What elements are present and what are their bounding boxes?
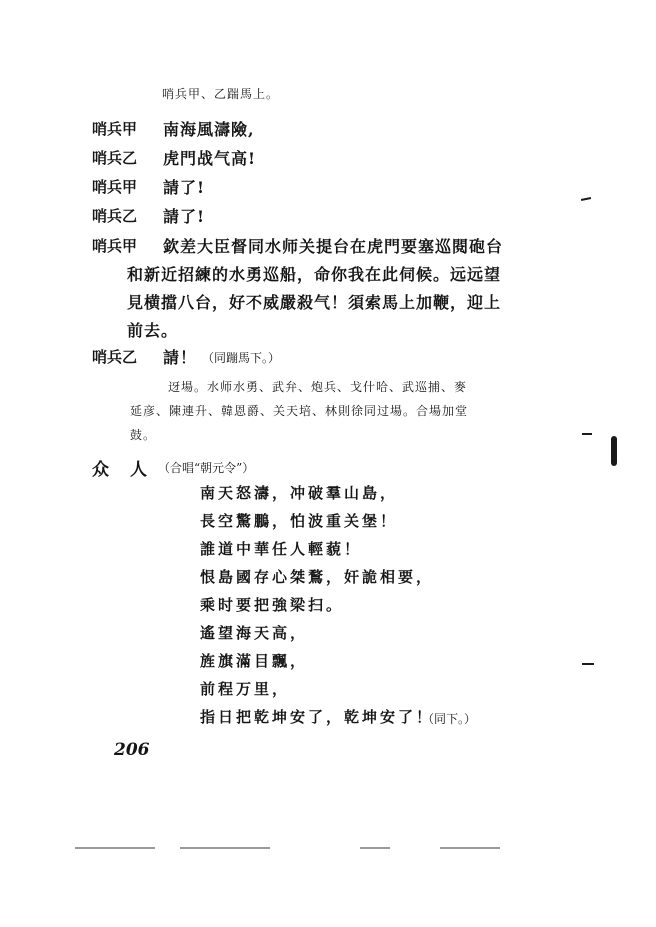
speaker-label: 哨兵乙	[92, 207, 138, 225]
scan-mark	[75, 847, 155, 849]
scan-mark	[582, 663, 594, 665]
scan-mark	[180, 847, 270, 849]
verse-line: 旌旗滿目飄，	[200, 652, 309, 670]
dialogue-line: 請了!	[163, 178, 206, 197]
scan-mark	[611, 436, 617, 466]
tune-direction: （合唱“朝元令”）	[158, 461, 255, 475]
dialogue-line: 南海風濤險,	[163, 120, 255, 139]
verse-line: 遙望海天高，	[200, 624, 309, 642]
speech-line: 欽差大臣督同水师关提台在虎門要塞巡閱砲台	[163, 237, 504, 256]
speech-line: 前去。	[127, 321, 179, 340]
stage-direction-mid: 延彦、陳連升、韓恩爵、关天培、林則徐同过場。合場加堂	[130, 404, 469, 418]
speaker-label: 哨兵甲	[92, 178, 138, 196]
stage-direction-exit: （同下。）	[422, 712, 477, 726]
dialogue-line: 請！	[163, 348, 198, 367]
speech-line: 見横擋八台，好不威嚴殺气！須索馬上加鞭，迎上	[127, 293, 502, 312]
verse-line: 恨島國存心桀鶩，奸詭相要，	[200, 568, 435, 586]
dialogue-line: 虎門战气高!	[163, 149, 257, 168]
stage-direction-top: 哨兵甲、乙踹馬上。	[162, 87, 280, 101]
speaker-label: 哨兵甲	[92, 237, 138, 255]
speaker-label: 哨兵甲	[92, 120, 138, 138]
scan-mark	[581, 197, 591, 201]
stage-direction-mid: 鼓。	[130, 428, 157, 442]
speaker-label: 哨兵乙	[92, 149, 138, 167]
verse-line: 南天怒濤，冲破羣山島，	[200, 484, 399, 502]
verse-line: 乘时要把強梁扫。	[200, 596, 345, 614]
speaker-label: 哨兵乙	[92, 348, 138, 366]
scan-mark	[582, 433, 592, 435]
page-number: 206	[114, 740, 150, 760]
stage-direction-inline: （同蹦馬下。）	[202, 351, 281, 365]
stage-direction-mid: 迓場。水师水勇、武弁、炮兵、戈什哈、武巡捕、麥	[168, 380, 468, 394]
scan-mark	[360, 847, 390, 849]
dialogue-line: 請了!	[163, 207, 206, 226]
verse-line: 誰道中華任人輕藐！	[200, 540, 363, 558]
verse-line: 長空驚鵬，怕波重关堡！	[200, 512, 399, 530]
speech-line: 和新近招練的水勇巡船，命你我在此伺候。远远望	[127, 265, 502, 284]
speaker-label: 众 人	[92, 460, 149, 480]
verse-line: 前程万里，	[200, 680, 291, 698]
verse-line: 指日把乾坤安了，乾坤安了！	[200, 708, 435, 726]
scan-mark	[440, 847, 500, 849]
